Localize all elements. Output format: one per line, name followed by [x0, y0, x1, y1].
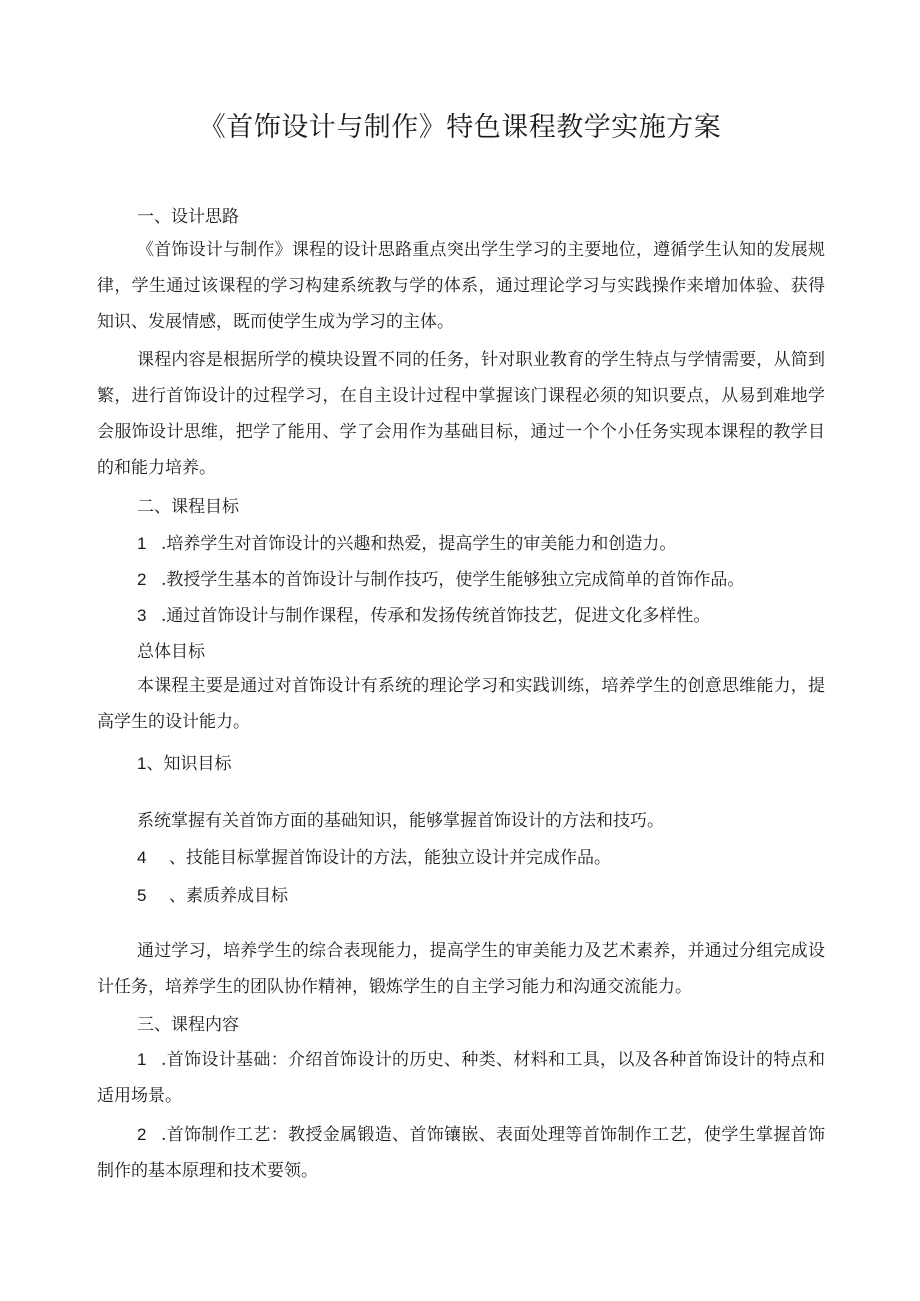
section-heading-course-goals: 二、课程目标 [137, 497, 239, 517]
overall-goal-heading: 总体目标 [137, 642, 205, 662]
content-item-1-text: .首饰设计基础：介绍首饰设计的历史、种类、材料和工具，以及各种首饰设计的特点和适用场景。 [97, 1050, 825, 1106]
content-item-2 [97, 1117, 825, 1189]
knowledge-goal-label: 、知识目标 [146, 754, 232, 774]
document-title: 《首饰设计与制作》特色课程教学实施方案 [198, 112, 722, 143]
section-heading-course-content: 三、课程内容 [137, 1015, 239, 1035]
goal-item-3-text: .通过首饰设计与制作课程，传承和发扬传统首饰技艺，促进文化多样性。 [161, 606, 711, 626]
skill-goal-text: 、技能目标掌握首饰设计的方法，能独立设计并完成作品。 [169, 848, 611, 868]
quality-goal-paragraph: 通过学习，培养学生的综合表现能力，提高学生的审美能力及艺术素养，并通过分组完成设计任务，培养学生的团队协作精神，锻炼学生的自主学习能力和沟通交流能力。 [97, 941, 825, 997]
design-idea-paragraph-2: 课程内容是根据所学的模块设置不同的任务，针对职业教育的学生特点与学情需要，从简到繁，进行首饰设计的过程学习，在自主设计过程中掌握该门课程必须的知识要点，从易到难地学会服饰设计思维，把学了能用、学了会用作为基础目标，通过一个个小任务实现本课程的教学目的和能力培养。 [97, 350, 825, 478]
goal-item-3 [137, 603, 710, 629]
content-item-1 [97, 1042, 825, 1114]
goal-item-1-text: .培养学生对首饰设计的兴趣和热爱，提高学生的审美能力和创造力。 [161, 534, 677, 554]
section-heading-design-idea: 一、设计思路 [137, 207, 239, 227]
quality-goal-number: 5 [137, 886, 147, 905]
goal-item-2 [137, 567, 744, 593]
knowledge-goal-number: 1 [137, 754, 147, 773]
quality-goal-label: 、素质养成目标 [169, 886, 288, 906]
content-item-2-text: .首饰制作工艺：教授金属锻造、首饰镶嵌、表面处理等首饰制作工艺，使学生掌握首饰制作的基本原理和技术要领。 [97, 1125, 825, 1181]
skill-goal-number: 4 [137, 848, 147, 867]
overall-goal-paragraph: 本课程主要是通过对首饰设计有系统的理论学习和实践训练，培养学生的创意思维能力，提高学生的设计能力。 [97, 676, 825, 732]
quality-goal-heading [137, 883, 288, 909]
goal-item-1-number: 1 [137, 534, 147, 553]
goal-item-2-text: .教授学生基本的首饰设计与制作技巧，使学生能够独立完成简单的首饰作品。 [161, 570, 745, 590]
goal-item-3-number: 3 [137, 606, 147, 625]
content-item-2-number: 2 [137, 1125, 147, 1144]
knowledge-goal-text: 系统掌握有关首饰方面的基础知识，能够掌握首饰设计的方法和技巧。 [137, 811, 664, 831]
design-idea-paragraph-1: 《首饰设计与制作》课程的设计思路重点突出学生学习的主要地位，遵循学生认知的发展规律，学生通过该课程的学习构建系统教与学的体系，通过理论学习与实践操作来增加体验、获得知识、发展情感，既而使学生成为学习的主体。 [97, 240, 825, 332]
knowledge-goal-heading [137, 751, 231, 777]
goal-item-1 [137, 531, 676, 557]
goal-item-2-number: 2 [137, 570, 147, 589]
skill-goal-line [137, 845, 611, 871]
content-item-1-number: 1 [137, 1050, 147, 1069]
